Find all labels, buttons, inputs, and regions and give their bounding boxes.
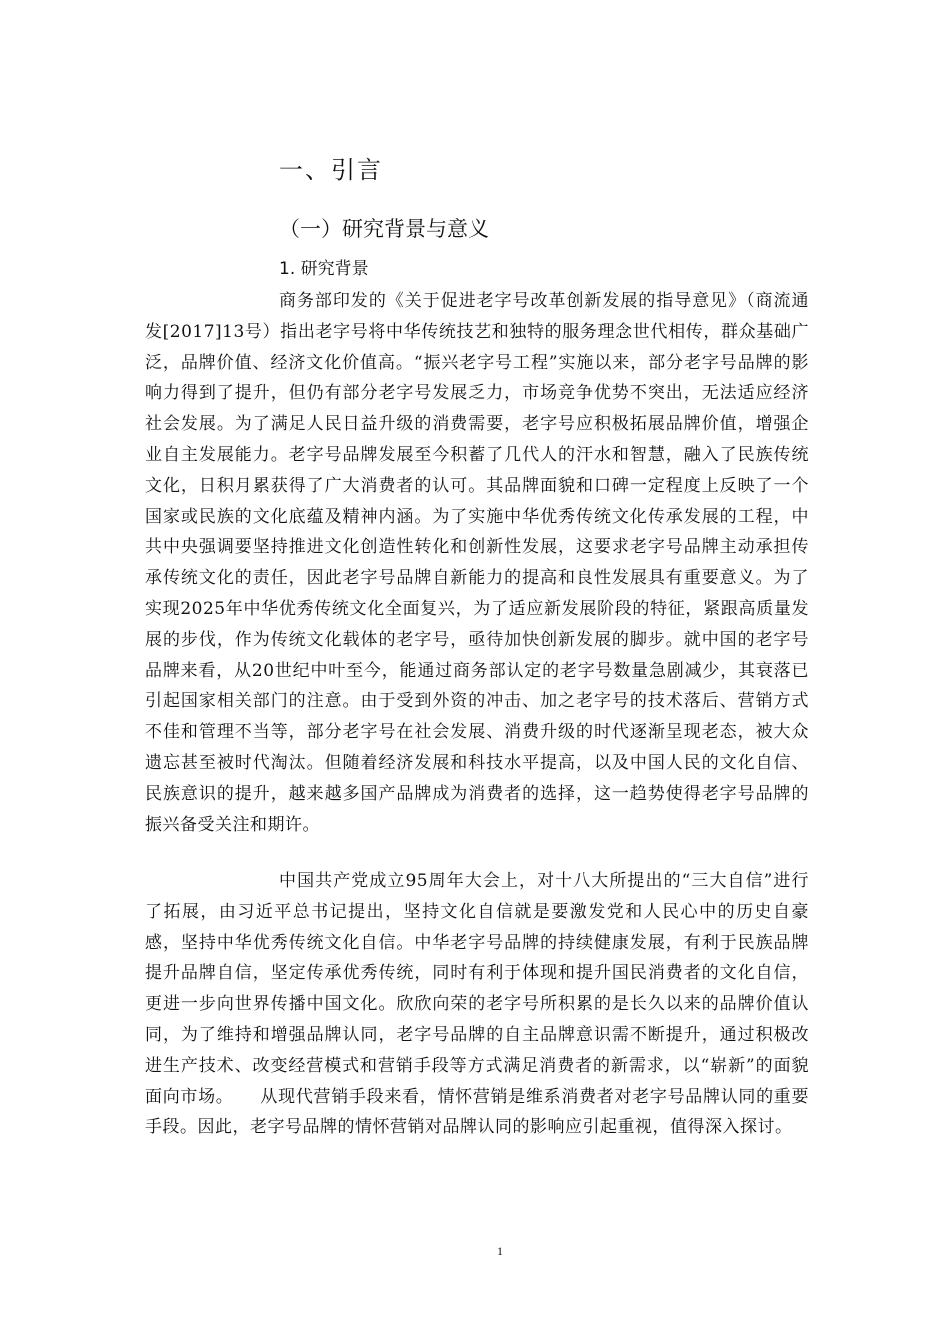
subsection-heading: （一）研究背景与意义 (279, 217, 489, 241)
page-number: 1 (497, 1244, 503, 1258)
body-paragraph: 中国共产党成立95周年大会上，对十八大所提出的“三大自信”进行了拓展，由习近平总书记提出，坚持文化自信就是要激发党和人民心中的历史自豪感，坚持中华优秀传统文化自信。中华老字号品牌的持续健康发展，有利于民族品牌提升品牌自信，坚定传承优秀传统，同时有利于体现和提升国民消费者的文化自信，更进一步向世界传播中国文化。欣欣向荣的老字号所积累的是长久以来的品牌价值认同，为了维持和增强品牌认同，老字号品牌的自主品牌意识需不断提升，通过积极改进生产技术、改变经营模式和营销手段等方式满足消费者的新需求，以“崭新”的面貌面向市场。 从现代营销手段来看，情怀营销是维系消费者对老字号品牌认同的重要手段。因此，老字号品牌的情怀营销对品牌认同的影响应引起重视，值得深入探讨。 (145, 871, 809, 1138)
section-heading: 一、引言 (279, 156, 383, 184)
body-paragraph: 商务部印发的《关于促进老字号改革创新发展的指导意见》（商流通发[2017]13号）指出老字号将中华传统技艺和独特的服务理念世代相传，群众基础广泛，品牌价值、经济文化价值高。“振兴老字号工程”实施以来，部分老字号品牌的影响力得到了提升，但仍有部分老字号发展乏力，市场竞争优势不突出，无法适应经济社会发展。为了满足人民日益升级的消费需要，老字号应积极拓展品牌价值，增强企业自主发展能力。老字号品牌发展至今积蓄了几代人的汗水和智慧，融入了民族传统文化，日积月累获得了广大消费者的认可。其品牌面貌和口碑一定程度上反映了一个国家或民族的文化底蕴及精神内涵。为了实施中华优秀传统文化传承发展的工程，中共中央强调要坚持推进文化创造性转化和创新性发展，这要求老字号品牌主动承担传承传统文化的责任，因此老字号品牌自新能力的提高和良性发展具有重要意义。为了实现2025年中华优秀传统文化全面复兴，为了适应新发展阶段的特征，紧跟高质量发展的步伐，作为传统文化载体的老字号，亟待加快创新发展的脚步。就中国的老字号品牌来看，从20世纪中叶至今，能通过商务部认定的老字号数量急剧减少，其衰落已引起国家相关部门的注意。由于受到外资的冲击、加之老字号的技术落后、营销方式不佳和管理不当等，部分老字号在社会发展、消费升级的时代逐渐呈现老态，被大众遗忘甚至被时代淘汰。但随着经济发展和科技水平提高，以及中国人民的文化自信、民族意识的提升，越来越多国产品牌成为消费者的选择，这一趋势使得老字号品牌的振兴备受关注和期许。 (145, 291, 809, 835)
subsubsection-heading: 1. 研究背景 (279, 259, 369, 279)
